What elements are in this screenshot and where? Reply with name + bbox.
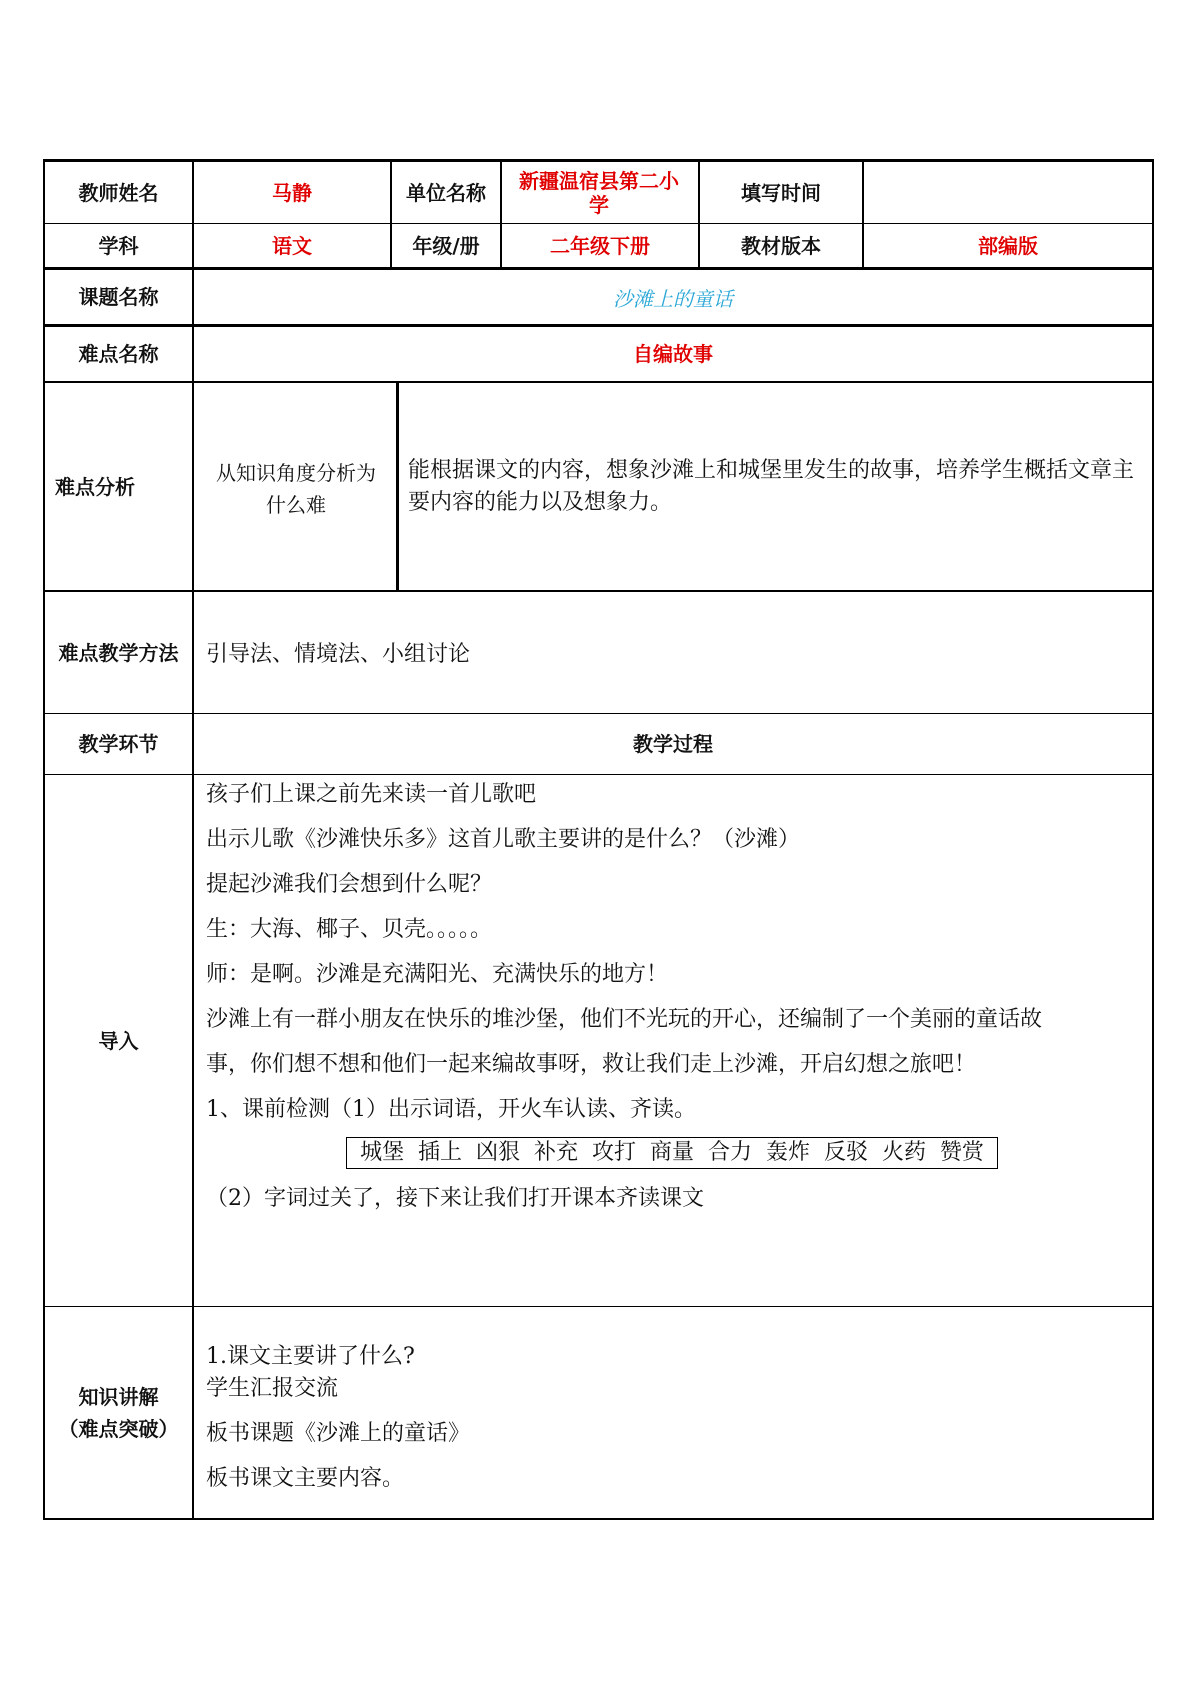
fill-time-label: 填写时间 <box>741 180 821 205</box>
intro-content <box>206 772 1150 1132</box>
knowledge-line: 1.课文主要讲了什么? <box>206 1344 415 1369</box>
edition-value: 部编版 <box>978 233 1038 258</box>
process-header-value: 教学过程 <box>633 732 713 756</box>
intro-line: 生：大海、椰子、贝壳。。。。。 <box>206 917 493 942</box>
topic-label: 课题名称 <box>78 285 159 309</box>
intro-label: 导入 <box>98 1028 139 1053</box>
grade-label: 年级/册 <box>412 233 480 258</box>
intro-line: 孩子们上课之前先来读一首儿歌吧 <box>206 782 537 807</box>
analysis-text: 能根据课文的内容，想象沙滩上和城堡里发生的故事，培养学生概括文章主要内容的能力以及想象力。 <box>408 458 1135 515</box>
grade-value: 二年级下册 <box>550 233 650 258</box>
table-border-bottom <box>43 1518 1154 1520</box>
intro-line: 出示儿歌《沙滩快乐多》这首儿歌主要讲的是什么？（沙滩） <box>206 827 801 852</box>
intro-line: 提起沙滩我们会想到什么呢？ <box>206 872 493 897</box>
topic-value: 沙滩上的童话 <box>613 286 733 311</box>
knowledge-label-line1: 知识讲解 <box>78 1384 159 1409</box>
table-rule <box>43 381 1154 383</box>
edition-label: 教材版本 <box>741 233 821 258</box>
knowledge-label-line2: （难点突破） <box>58 1416 179 1441</box>
teacher-name-label: 教师姓名 <box>78 180 159 205</box>
knowledge-line: 板书课文主要内容。 <box>206 1466 405 1491</box>
knowledge-line: 学生汇报交流 <box>206 1376 339 1401</box>
difficulty-label: 难点名称 <box>78 342 159 366</box>
intro-line: 1、课前检测（1）出示词语，开火车认读、齐读。 <box>206 1097 696 1122</box>
knowledge-content <box>206 1341 1150 1501</box>
intro-line: 师：是啊。沙滩是充满阳光、充满快乐的地方！ <box>206 962 669 987</box>
vocab-word-box: 城堡 插上 凶狠 补充 攻打 商量 合力 轰炸 反驳 火药 赞赏 <box>346 1137 998 1169</box>
analysis-sub-label: 从知识角度分析为什么难 <box>216 461 376 517</box>
method-label: 难点教学方法 <box>58 640 179 665</box>
method-text: 引导法、情境法、小组讨论 <box>206 642 471 667</box>
table-col-rule <box>396 381 399 592</box>
teacher-name-value: 马静 <box>272 180 312 205</box>
subject-value: 语文 <box>272 233 312 258</box>
difficulty-value: 自编故事 <box>633 342 713 366</box>
knowledge-line: 板书课题《沙滩上的童话》 <box>206 1421 471 1446</box>
table-rule <box>43 1306 1154 1307</box>
process-step-label: 教学环节 <box>78 732 159 756</box>
intro-line: 沙滩上有一群小朋友在快乐的堆沙堡，他们不光玩的开心，还编制了一个美丽的童话故 <box>206 1007 1043 1032</box>
unit-name-value: 新疆温宿县第二小学 <box>519 168 679 217</box>
intro-line: 事，你们想不想和他们一起来编故事呀，救让我们走上沙滩，开启幻想之旅吧！ <box>206 1052 977 1077</box>
fill-time-value <box>864 162 1152 223</box>
knowledge-label <box>45 1307 192 1518</box>
table-border-right <box>1152 159 1154 1520</box>
analysis-label: 难点分析 <box>55 474 135 499</box>
intro-after-line: （2）字词过关了，接下来让我们打开课本齐读课文 <box>206 1186 704 1211</box>
unit-name-label: 单位名称 <box>406 180 486 205</box>
subject-label: 学科 <box>98 233 139 258</box>
